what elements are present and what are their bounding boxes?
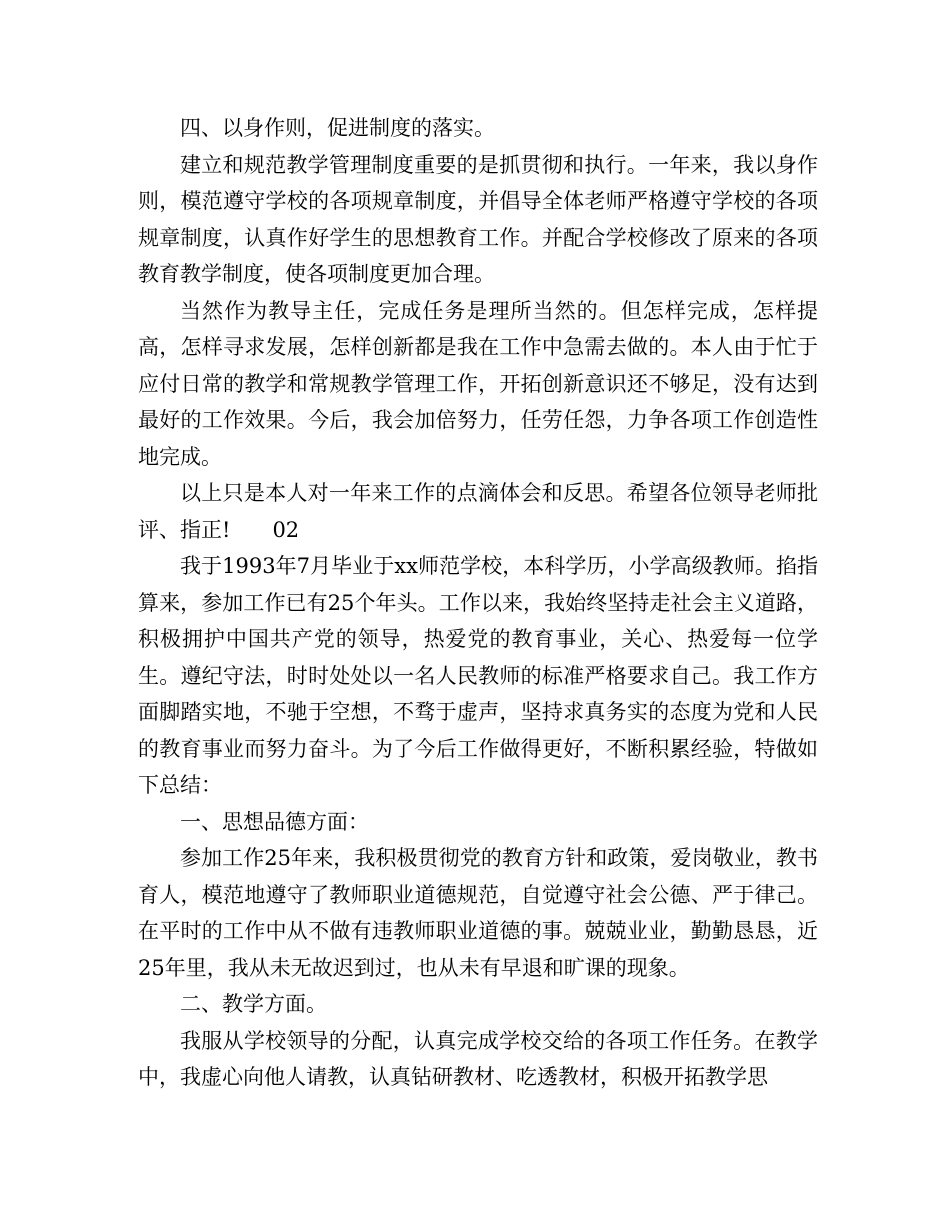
paragraph-teaching: 我服从学校领导的分配，认真完成学校交给的各项工作任务。在教学中，我虚心向他人请教，认真钻研教材、吃透教材，积极开拓教学思 bbox=[138, 1028, 818, 1089]
paragraph-section-four-heading: 四、以身作则，促进制度的落实。 bbox=[180, 116, 495, 140]
paragraph-reflection: 当然作为教导主任，完成任务是理所当然的。但怎样完成，怎样提高，怎样寻求发展，怎样创新都是我在工作中急需去做的。本人由于忙于应付日常的教学和常规教学管理工作，开拓创新意识还不够足，没有达到最好的工作效果。今后，我会加倍努力，任劳任怨，力争各项工作创造性地完成。 bbox=[138, 298, 818, 469]
paragraph-introduction: 我于1993年7月毕业于xx师范学校，本科学历，小学高级教师。掐指算来，参加工作已有25个年头。工作以来，我始终坚持走社会主义道路，积极拥护中国共产党的领导，热爱党的教育事业，关心、热爱每一位学生。遵纪守法，时时处处以一名人民教师的标准严格要求自己。我工作方面脚踏实地，不驰于空想，不骛于虚声，坚持求真务实的态度为党和人民的教育事业而努力奋斗。为了今后工作做得更好，不断积累经验，特做如下总结： bbox=[138, 554, 818, 797]
paragraph-closing: 以上只是本人对一年来工作的点滴体会和反思。希望各位领导老师批评、指正! 02 bbox=[138, 481, 818, 542]
document-body bbox=[138, 110, 818, 1096]
paragraph-section-one-heading: 一、思想品德方面： bbox=[180, 809, 369, 834]
paragraph-management-system: 建立和规范教学管理制度重要的是抓贯彻和执行。一年来，我以身作则，模范遵守学校的各项规章制度，并倡导全体老师严格遵守学校的各项规章制度，认真作好学生的思想教育工作。并配合学校修改了原来的各项教育教学制度，使各项制度更加合理。 bbox=[138, 152, 818, 286]
paragraph-section-two-heading: 二、教学方面。 bbox=[180, 992, 327, 1016]
paragraph-ethics: 参加工作25年来，我积极贯彻党的教育方针和政策，爱岗敬业，教书育人，模范地遵守了教师职业道德规范，自觉遵守社会公德、严于律己。在平时的工作中从不做有违教师职业道德的事。兢兢业业，勤勤恳恳，近25年里，我从未无故迟到过，也从未有早退和旷课的现象。 bbox=[138, 846, 818, 980]
